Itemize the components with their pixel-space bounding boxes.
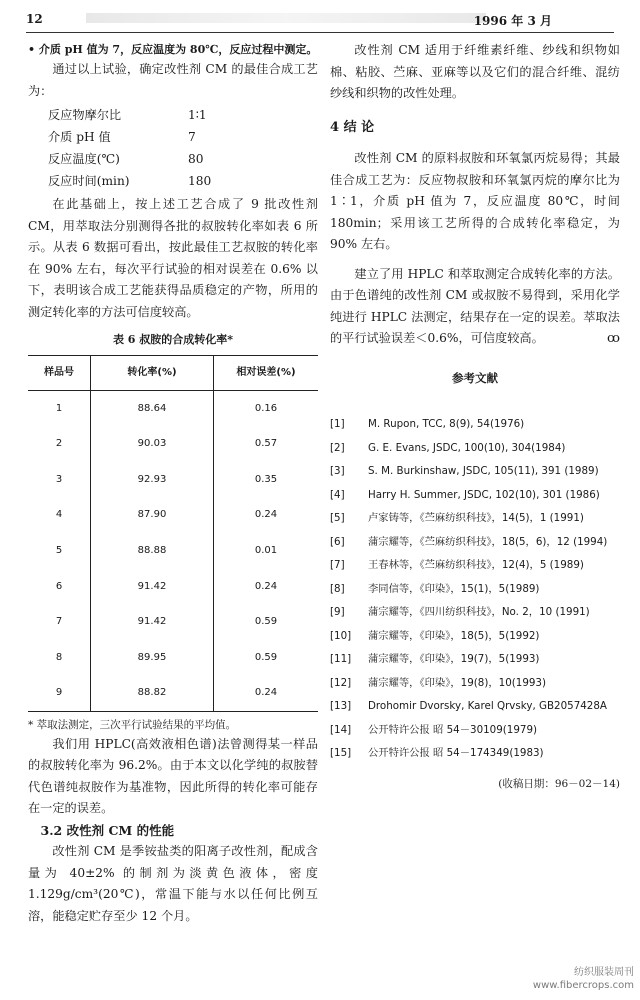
condition-row: 反应时间(min) 180	[48, 174, 212, 188]
conversion-table	[28, 355, 318, 712]
table-row: 2 90.03 0.57	[28, 426, 318, 462]
reference-item: [10] 蒲宗耀等，《印染》，18(5)，5(1992)	[330, 629, 540, 642]
paragraph-conclusion-1: 改性剂 CM 的原料叔胺和环氧氯丙烷易得；其最佳合成工艺为：反应物叔胺和环氧氯丙烷的摩尔比为 1∶1，介质 pH 值为 7，反应温度 80℃，时间 180min；采用该工艺所得的合成转化率稳定，为 90% 左右。	[330, 151, 620, 251]
page-header	[26, 8, 614, 32]
table-row: 1 88.64 0.16	[28, 390, 318, 426]
condition-row: 介质 pH 值 7	[48, 130, 196, 144]
reference-item: [11] 蒲宗耀等，《印染》，19(7)，5(1993)	[330, 653, 540, 665]
table-header-row	[28, 355, 318, 390]
reference-item: [13] Drohomir Dvorsky, Karel Qrvsky, GB2057428A	[330, 700, 607, 712]
paragraph-hplc: 我们用 HPLC(高效液相色谱)法曾测得某一样品的叔胺转化率为 96.2%。由于本文以化学纯的叔胺替代色谱纯叔胺作为基准物，因此所得的转化率可能存在一定的误差。	[28, 736, 318, 816]
table-row: 9 88.82 0.24	[28, 675, 318, 711]
reference-item: [2] G. E. Evans, JSDC, 100(10), 304(1984)	[330, 441, 566, 454]
end-mark: ꝏ	[607, 331, 620, 346]
reference-item: [12] 蒲宗耀等，《印染》，19(8)，10(1993)	[330, 676, 546, 689]
table-row: 5 88.88 0.01	[28, 533, 318, 569]
reference-item: [5] 卢家铸等，《苎麻纺织科技》，14(5)，1 (1991)	[330, 512, 584, 524]
paragraph-application: 改性剂 CM 适用于纤维素纤维、纱线和织物如棉、粘胶、苎麻、亚麻等以及它们的混合纤维、混纺纱线和织物的改性处理。	[330, 43, 620, 100]
header-error: 相对误差(%)	[214, 355, 319, 390]
table-row: 4 87.90 0.24	[28, 497, 318, 533]
reference-item: [14] 公开特许公报 昭 54－30109(1979)	[330, 723, 538, 736]
table-row: 6 91.42 0.24	[28, 568, 318, 604]
section-heading-conclusion: 4 结 论	[330, 119, 375, 135]
table-footnote: * 萃取法测定，三次平行试验结果的平均值。	[28, 718, 237, 731]
condition-row: 反应物摩尔比 1∶1	[48, 108, 207, 122]
reference-item: [9] 蒲宗耀等，《四川纺织科技》，No. 2，10 (1991)	[330, 606, 590, 618]
paragraph-conclusion-2: 建立了用 HPLC 和萃取测定合成转化率的方法。由于色谱纯的改性剂 CM 或叔胺不易得到，采用化学纯进行 HPLC 法测定，结果存在一定的误差。萃取法的平行试验误差＜0.6%，可信度较高。 ꝏ	[330, 264, 620, 350]
top-footnote: • 介质 pH 值为 7，反应温度为 80℃，反应过程中测定。	[28, 43, 318, 56]
reference-item: [1] M. Rupon, TCC, 8(9), 54(1976)	[330, 418, 525, 430]
reference-item: [4] Harry H. Summer, JSDC, 102(10), 301 (1986)	[330, 488, 600, 501]
references-heading: 参考文献	[452, 370, 498, 385]
reference-item: [6] 蒲宗耀等，《苎麻纺织科技》，18(5，6)，12 (1994)	[330, 535, 608, 548]
section-heading-3-2: 3.2 改性剂 CM 的性能	[40, 822, 175, 838]
table-row: 7 91.42 0.59	[28, 604, 318, 640]
paragraph-optimal-process: 通过以上试验，确定改性剂 CM 的最佳合成工艺为：	[28, 62, 318, 98]
condition-row: 反应温度(℃) 80	[48, 152, 204, 166]
right-column	[330, 40, 620, 795]
process-conditions	[28, 104, 318, 192]
paragraph-properties: 改性剂 CM 是季铵盐类的阳离子改性剂，配成含量为 40±2% 的制剂为淡黄色液体，密度 1.129g/cm³(20℃)，常温下能与水以任何比例互溶，能稳定贮存至少 12 个月。	[28, 844, 318, 923]
issue-date: 1996 年 3 月	[473, 14, 552, 28]
table-row: 3 92.93 0.35	[28, 462, 318, 498]
reference-list	[330, 415, 620, 764]
reference-item: [15] 公开特许公报 昭 54－174349(1983)	[330, 747, 544, 759]
header-rule	[26, 32, 614, 33]
paragraph-table6-discussion: 在此基础上，按上述工艺合成了 9 批改性剂 CM，用萃取法分别测得各批的叔胺转化率如表 6 所示。从表 6 数据可看出，按此最佳工艺叔胺的转化率在 90% 左右，每次平行试验的相对误差在 0.6% 以下，表明该合成工艺能获得品质稳定的产物，所用的测定转化率的方法可信度较高。	[28, 197, 318, 319]
page-number: 12	[26, 12, 43, 26]
reference-item: [3] S. M. Burkinshaw, JSDC, 105(11), 391 (1989)	[330, 465, 599, 477]
watermark: 纺织服装周刊 www.fibercrops.com	[532, 967, 634, 991]
header-sample: 样品号	[28, 355, 91, 390]
reference-item: [7] 王春林等，《苎麻纺织科技》，12(4)，5 (1989)	[330, 559, 584, 571]
left-column	[28, 40, 318, 927]
header-conversion: 转化率(%)	[91, 355, 214, 390]
reference-item: [8] 李同信等，《印染》，15(1)，5(1989)	[330, 582, 540, 595]
blurred-running-title	[86, 13, 486, 23]
table-row: 8 89.95 0.59	[28, 640, 318, 676]
received-date: (收稿日期：96－02－14)	[498, 777, 620, 790]
table-caption: 表 6 叔胺的合成转化率*	[112, 333, 234, 346]
